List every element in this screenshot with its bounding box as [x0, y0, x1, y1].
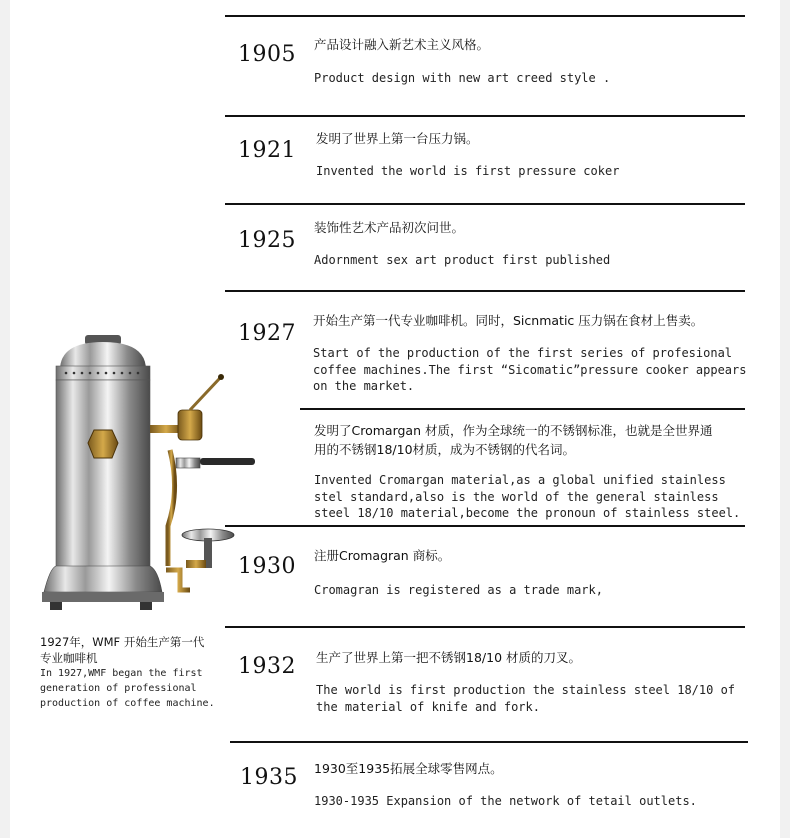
- left-margin: [0, 0, 10, 838]
- divider: [225, 115, 745, 117]
- divider: [225, 15, 745, 17]
- event-text-cn: 注册Cromagran 商标。: [314, 548, 451, 563]
- event-text-cn: 产品设计融入新艺术主义风格。: [314, 37, 490, 52]
- caption-cn: 1927年，WMF 开始生产第一代 专业咖啡机: [40, 635, 205, 665]
- year-label: 1905: [238, 42, 296, 67]
- event-text-cn: 1930至1935拓展全球零售网点。: [314, 761, 503, 776]
- event-text-cn: 发明了Cromargan 材质，作为全球统一的不锈钢标准，也就是全世界通 用的不锈钢18/10材质，成为不锈钢的代名词。: [314, 423, 713, 457]
- year-label: 1935: [240, 765, 298, 790]
- event-text-cn: 发明了世界上第一台压力锅。: [316, 131, 479, 146]
- right-margin: [780, 0, 790, 838]
- event-text-cn: 开始生产第一代专业咖啡机。同时，Sicnmatic 压力锅在食材上售卖。: [313, 313, 704, 328]
- divider: [225, 525, 745, 527]
- year-label: 1921: [238, 138, 296, 163]
- year-label: 1932: [238, 654, 296, 679]
- divider: [230, 741, 748, 743]
- event-text-en: Adornment sex art product first published: [314, 253, 611, 267]
- year-label: 1927: [238, 321, 296, 346]
- caption-en: In 1927,WMF began the first generation of professional production of coffee machine.: [40, 668, 215, 709]
- image-caption: [40, 634, 230, 711]
- event-text-en: Cromagran is registered as a trade mark,: [314, 583, 603, 597]
- event-text-cn: 生产了世界上第一把不锈钢18/10 材质的刀叉。: [316, 650, 581, 665]
- year-label: 1925: [238, 228, 296, 253]
- event-text-en: Invented the world is first pressure coker: [316, 164, 620, 178]
- event-text-cn: 装饰性艺术产品初次问世。: [314, 220, 465, 235]
- event-text-en: The world is first production the stainless steel 18/10 of the material of knife and fork.: [316, 683, 736, 714]
- event-text-en: Invented Cromargan material,as a global unified stainless stel standard,also is the world of the general stainless steel 18/10 material,become the pronoun of stainless steel.: [314, 473, 741, 520]
- divider: [225, 290, 745, 292]
- divider: [225, 203, 745, 205]
- divider: [300, 408, 745, 410]
- event-text-en: 1930-1935 Expansion of the network of tetail outlets.: [314, 794, 697, 808]
- divider: [225, 626, 745, 628]
- event-text-en: Start of the production of the first series of profesional coffee machines.The first “Sicomatic”pressure cooker appears on the market.: [313, 346, 747, 393]
- year-label: 1930: [238, 554, 296, 579]
- event-text-en: Product design with new art creed style .: [314, 71, 611, 85]
- coffee-machine-image: [30, 330, 270, 620]
